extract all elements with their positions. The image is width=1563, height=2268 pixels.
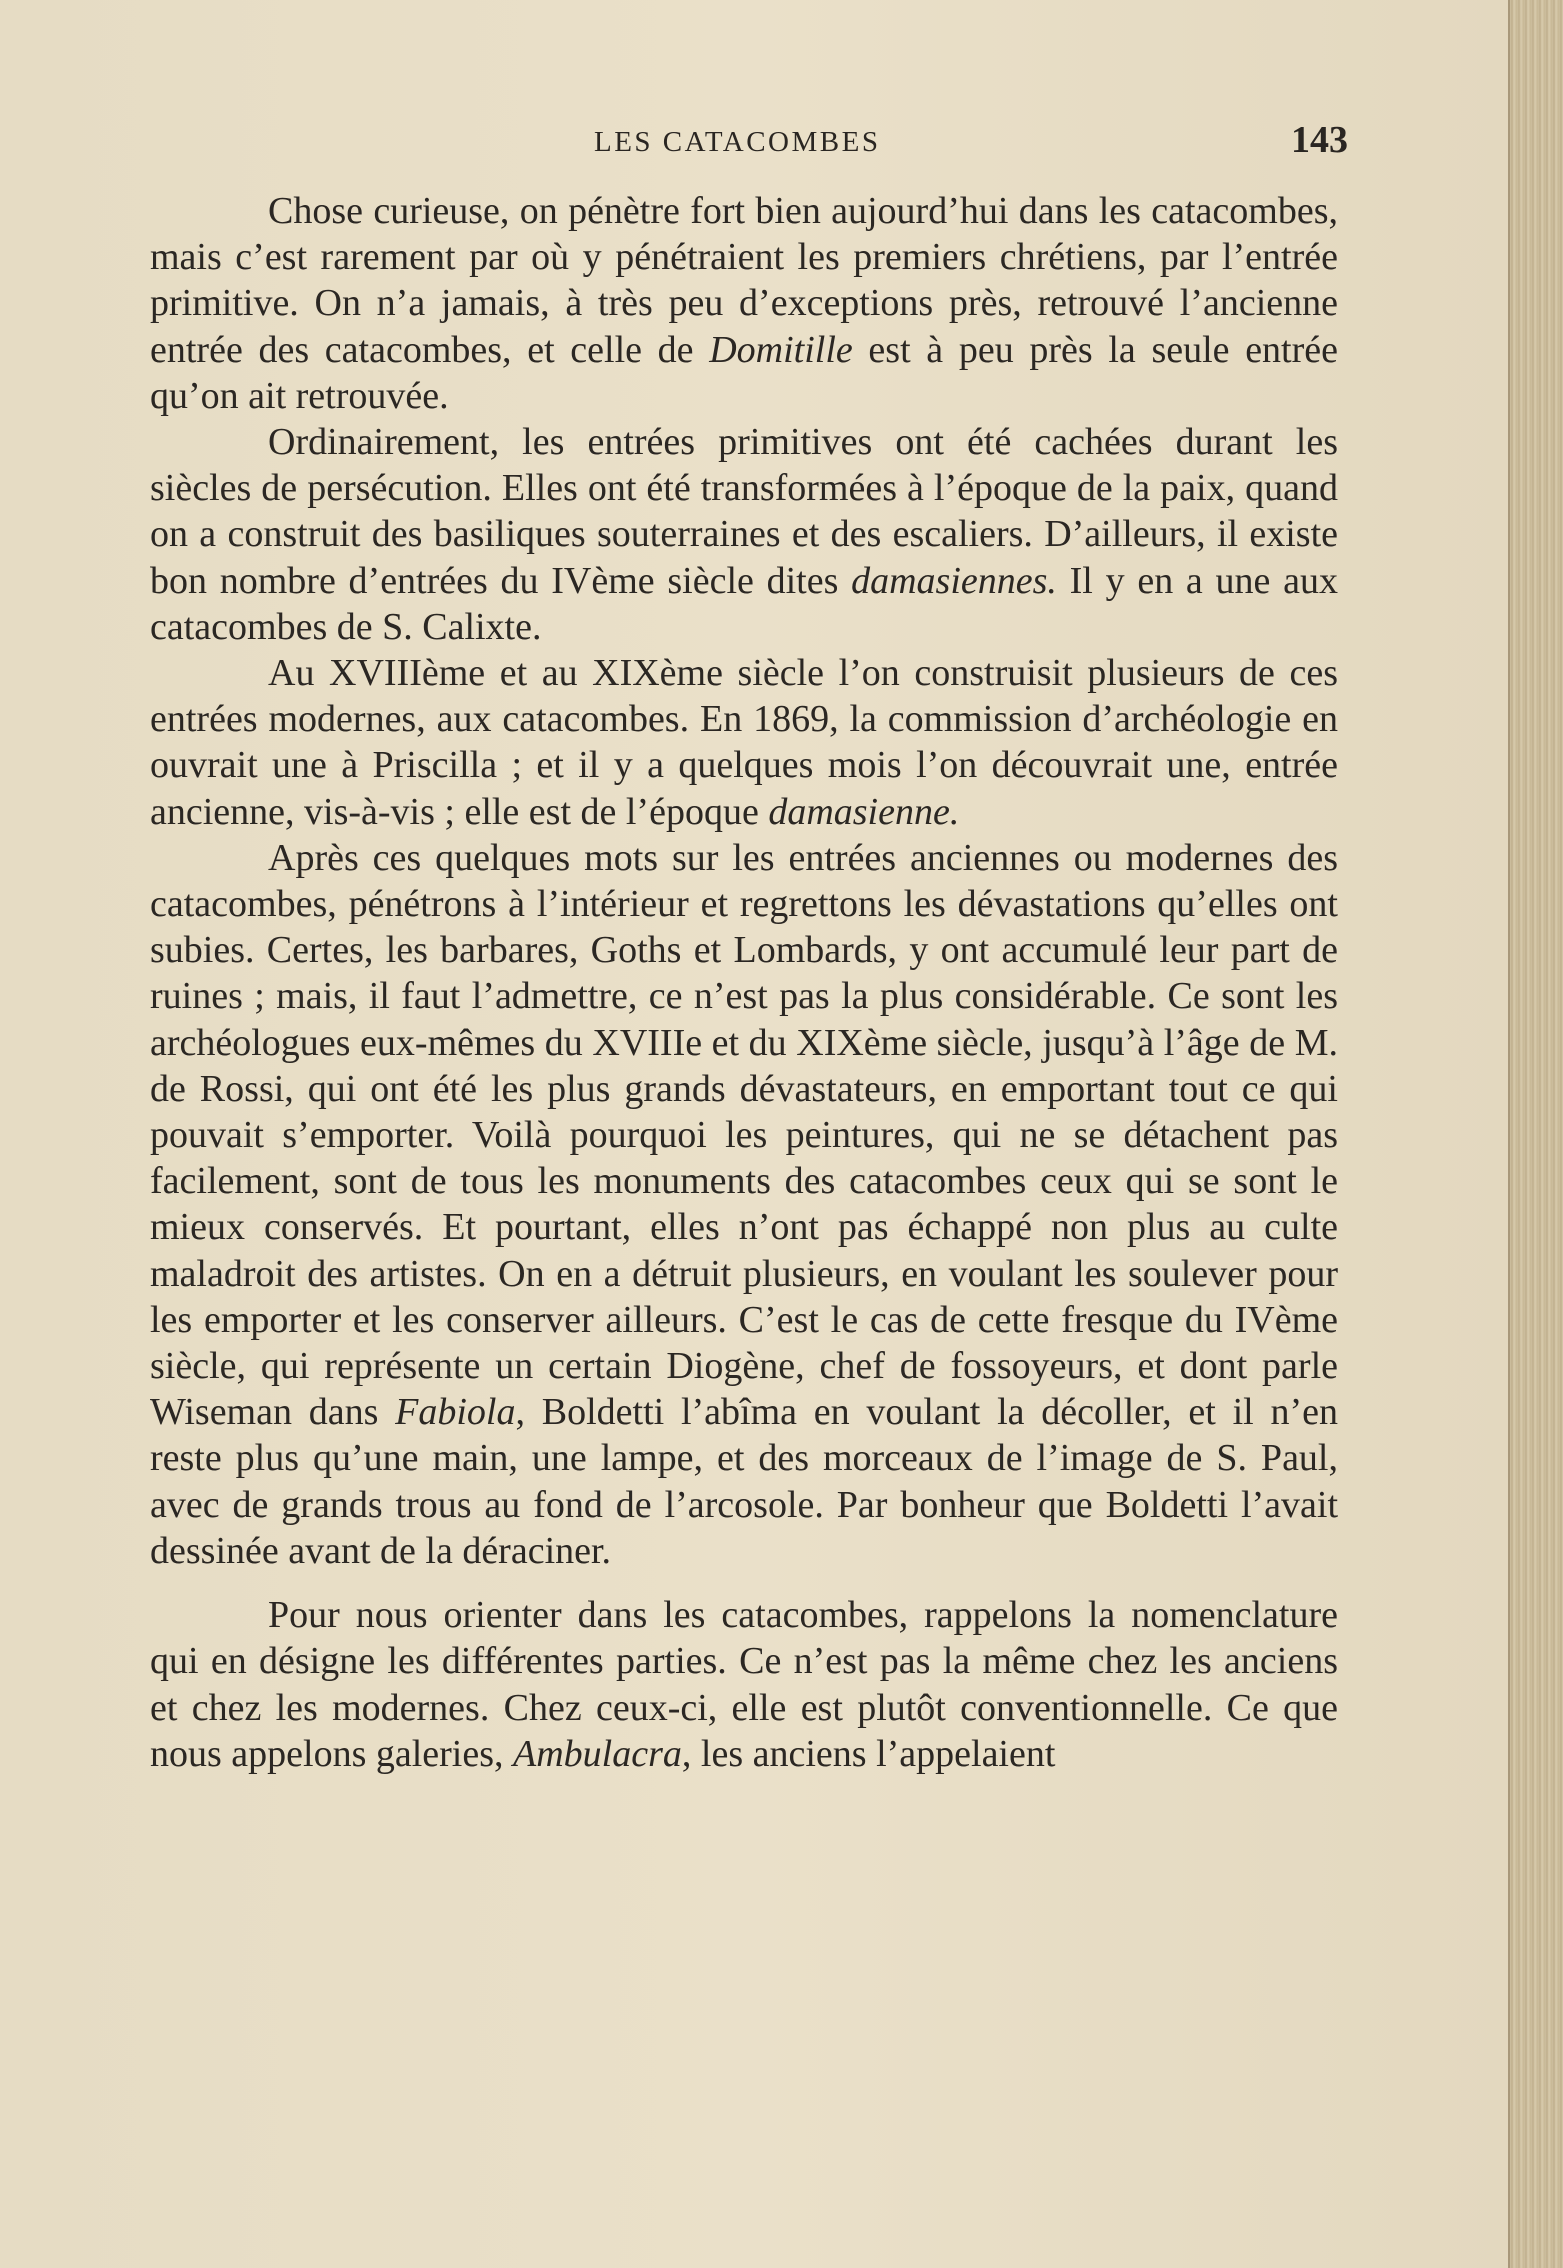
running-title: LES CATACOMBES bbox=[594, 126, 881, 158]
paragraph: Au XVIIIème et au XIXème siècle l’on construisit plusieurs de ces entrées modernes, aux catacombes. En 1869, la commission d’archéologie en ouvrait une à Priscilla ; et il y a quelques mois l’on découvrait une, entrée ancienne, vis-à-vis ; elle est de l’époque damasienne. bbox=[150, 652, 1338, 833]
page-edge bbox=[1508, 0, 1563, 2268]
italic-term: Fabiola bbox=[395, 1391, 516, 1434]
page-number: 143 bbox=[1291, 119, 1348, 161]
paragraph: Pour nous orienter dans les catacombes, rappelons la nomenclature qui en désigne les différentes parties. Ce n’est pas la même chez les anciens et chez les modernes. Chez ceux-ci, elle est plutôt conventionnelle. Ce que nous appelons galeries, Ambulacra, les anciens l’appelaient bbox=[150, 1594, 1338, 1775]
italic-term: damasienne. bbox=[768, 790, 960, 833]
italic-term: damasiennes. bbox=[851, 559, 1057, 602]
italic-term: Domitille bbox=[709, 328, 853, 371]
paragraph: Ordinairement, les entrées primitives ont été cachées durant les siècles de persécution. Elles ont été transformées à l’époque de la paix, quand on a construit des basiliques souterraines et des escaliers. D’ailleurs, il existe bon nombre d’entrées du IVème siècle dites damasiennes. Il y en a une aux catacombes de S. Calixte. bbox=[150, 421, 1338, 648]
italic-term: Ambulacra bbox=[513, 1732, 682, 1775]
paragraph: Après ces quelques mots sur les entrées anciennes ou modernes des catacombes, pénétrons à l’intérieur et regrettons les dévastations qu’elles ont subies. Certes, les barbares, Goths et Lombards, y ont accumulé leur part de ruines ; mais, il faut l’admettre, ce n’est pas la plus considérable. Ce sont les archéologues eux-mêmes du XVIIIe et du XIXème siècle, jusqu’à l’âge de M. de Rossi, qui ont été les plus grands dévastateurs, en emportant tout ce qui pouvait s’emporter. Voilà pourquoi les peintures, qui ne se détachent pas facilement, sont de tous les monuments des catacombes ceux qui se sont le mieux conservés. Et pourtant, elles n’ont pas échappé non plus au culte maladroit des artistes. On en a détruit plusieurs, en voulant les soulever pour les emporter et les conserver ailleurs. C’est le cas de cette fresque du IVème siècle, qui représente un certain Diogène, chef de fossoyeurs, et dont parle Wiseman dans Fabiola, Boldetti l’abîma en voulant la décoller, et il n’en reste plus qu’une main, une lampe, et des morceaux de l’image de S. Paul, avec de grands trous au fond de l’arcosole. Par bonheur que Boldetti l’avait dessinée avant de la déraciner. bbox=[150, 836, 1338, 1572]
body-text bbox=[150, 188, 1338, 1777]
page-header bbox=[150, 118, 1350, 168]
paragraph: Chose curieuse, on pénètre fort bien aujourd’hui dans les catacombes, mais c’est rarement par où y pénétraient les premiers chrétiens, par l’entrée primitive. On n’a jamais, à très peu d’exceptions près, retrouvé l’ancienne entrée des catacombes, et celle de Domitille est à peu près la seule entrée qu’on ait retrouvée. bbox=[150, 190, 1339, 417]
